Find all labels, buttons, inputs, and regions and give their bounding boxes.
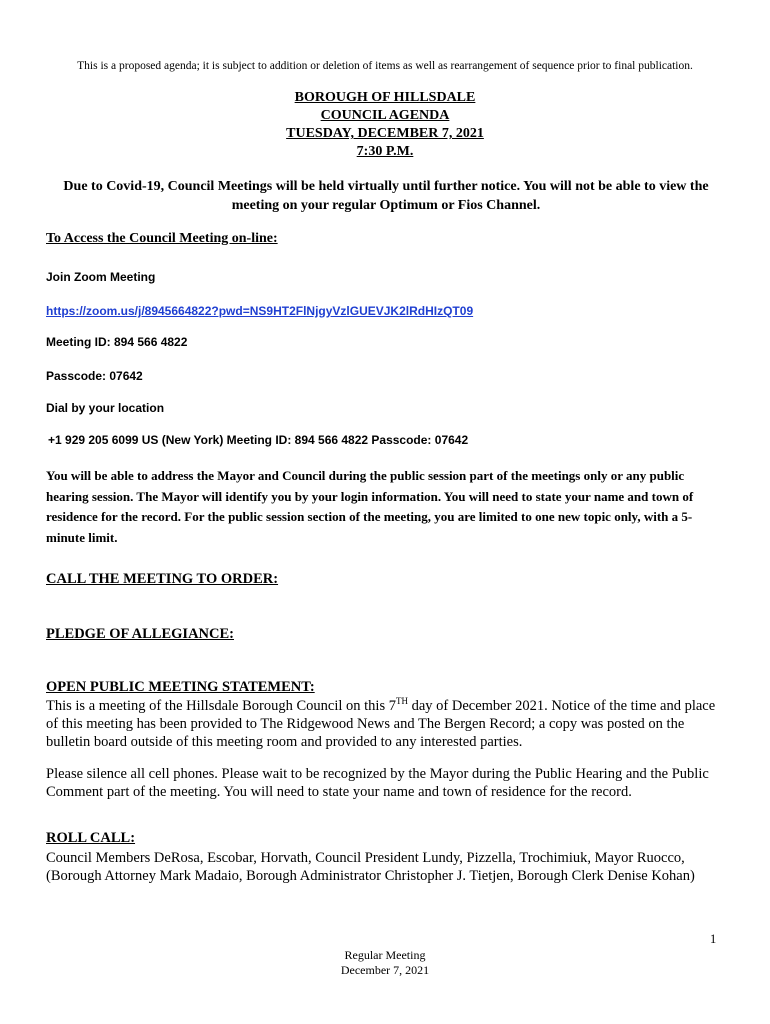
opma-text-a: This is a meeting of the Hillsdale Borough Council on this 7 xyxy=(46,698,396,714)
opma-text-b: day of December 2021. Notice of the time and place of this meeting has been provided to The Ridgewood News and The Bergen Record; a copy was posted on the bulletin board outside of this meeting room and provided to any interested parties. xyxy=(46,698,716,750)
pledge-heading: PLEDGE OF ALLEGIANCE: xyxy=(46,626,234,642)
title-council-agenda: COUNCIL AGENDA xyxy=(320,108,450,123)
opma-statement xyxy=(46,697,730,751)
covid-notice: Due to Covid-19, Council Meetings will be held virtually until further notice. You will not be able to view the meeting on your regular Optimum or Fios Channel. xyxy=(63,179,709,213)
agenda-title-block xyxy=(0,89,770,161)
zoom-join-label: Join Zoom Meeting xyxy=(46,270,156,284)
access-heading: To Access the Council Meeting on-line: xyxy=(46,231,278,246)
public-session-notice: You will be able to address the Mayor and Council during the public session part of the meetings only or any public hearing session. The Mayor will identify you by your login information. You will need to state your name and town of residence for the record. For the public session section of the meeting, you are limited to one new topic only, with a 5-minute limit. xyxy=(46,468,694,545)
silence-phones-notice: Please silence all cell phones. Please wait to be recognized by the Mayor during the Public Hearing and the Public Comment part of the meeting. You will need to state your name and town of residence for the record. xyxy=(46,766,709,800)
opma-superscript: TH xyxy=(395,696,408,707)
dial-in-phone-number: +1 929 205 6099 US (New York) Meeting ID: 894 566 4822 Passcode: 07642 xyxy=(48,433,469,447)
disclaimer-text: This is a proposed agenda; it is subject to addition or deletion of items as well as rearrangement of sequence prior to final publication. xyxy=(77,60,693,72)
roll-call-members: Council Members DeRosa, Escobar, Horvath, Council President Lundy, Pizzella, Trochimiuk, Mayor Ruocco, xyxy=(46,850,685,866)
dial-by-location-label: Dial by your location xyxy=(46,401,165,415)
footer-meeting-type: Regular Meeting xyxy=(344,948,426,962)
zoom-meeting-id: Meeting ID: 894 566 4822 xyxy=(46,335,188,349)
call-to-order-heading: CALL THE MEETING TO ORDER: xyxy=(46,571,279,587)
title-date: TUESDAY, DECEMBER 7, 2021 xyxy=(286,126,484,141)
title-borough: BOROUGH OF HILLSDALE xyxy=(294,90,476,105)
page-number: 1 xyxy=(710,932,717,946)
page-footer xyxy=(0,948,770,978)
title-time: 7:30 P.M. xyxy=(356,144,414,159)
roll-call-staff: (Borough Attorney Mark Madaio, Borough Administrator Christopher J. Tietjen, Borough Clerk Denise Kohan) xyxy=(46,868,695,884)
zoom-passcode: Passcode: 07642 xyxy=(46,369,143,383)
roll-call-heading: ROLL CALL: xyxy=(46,830,136,846)
footer-meeting-date: December 7, 2021 xyxy=(340,963,430,977)
zoom-meeting-link[interactable]: https://zoom.us/j/8945664822?pwd=NS9HT2FlNjgyVzlGUEVJK2lRdHIzQT09 xyxy=(46,304,474,318)
opma-heading: OPEN PUBLIC MEETING STATEMENT: xyxy=(46,679,315,695)
